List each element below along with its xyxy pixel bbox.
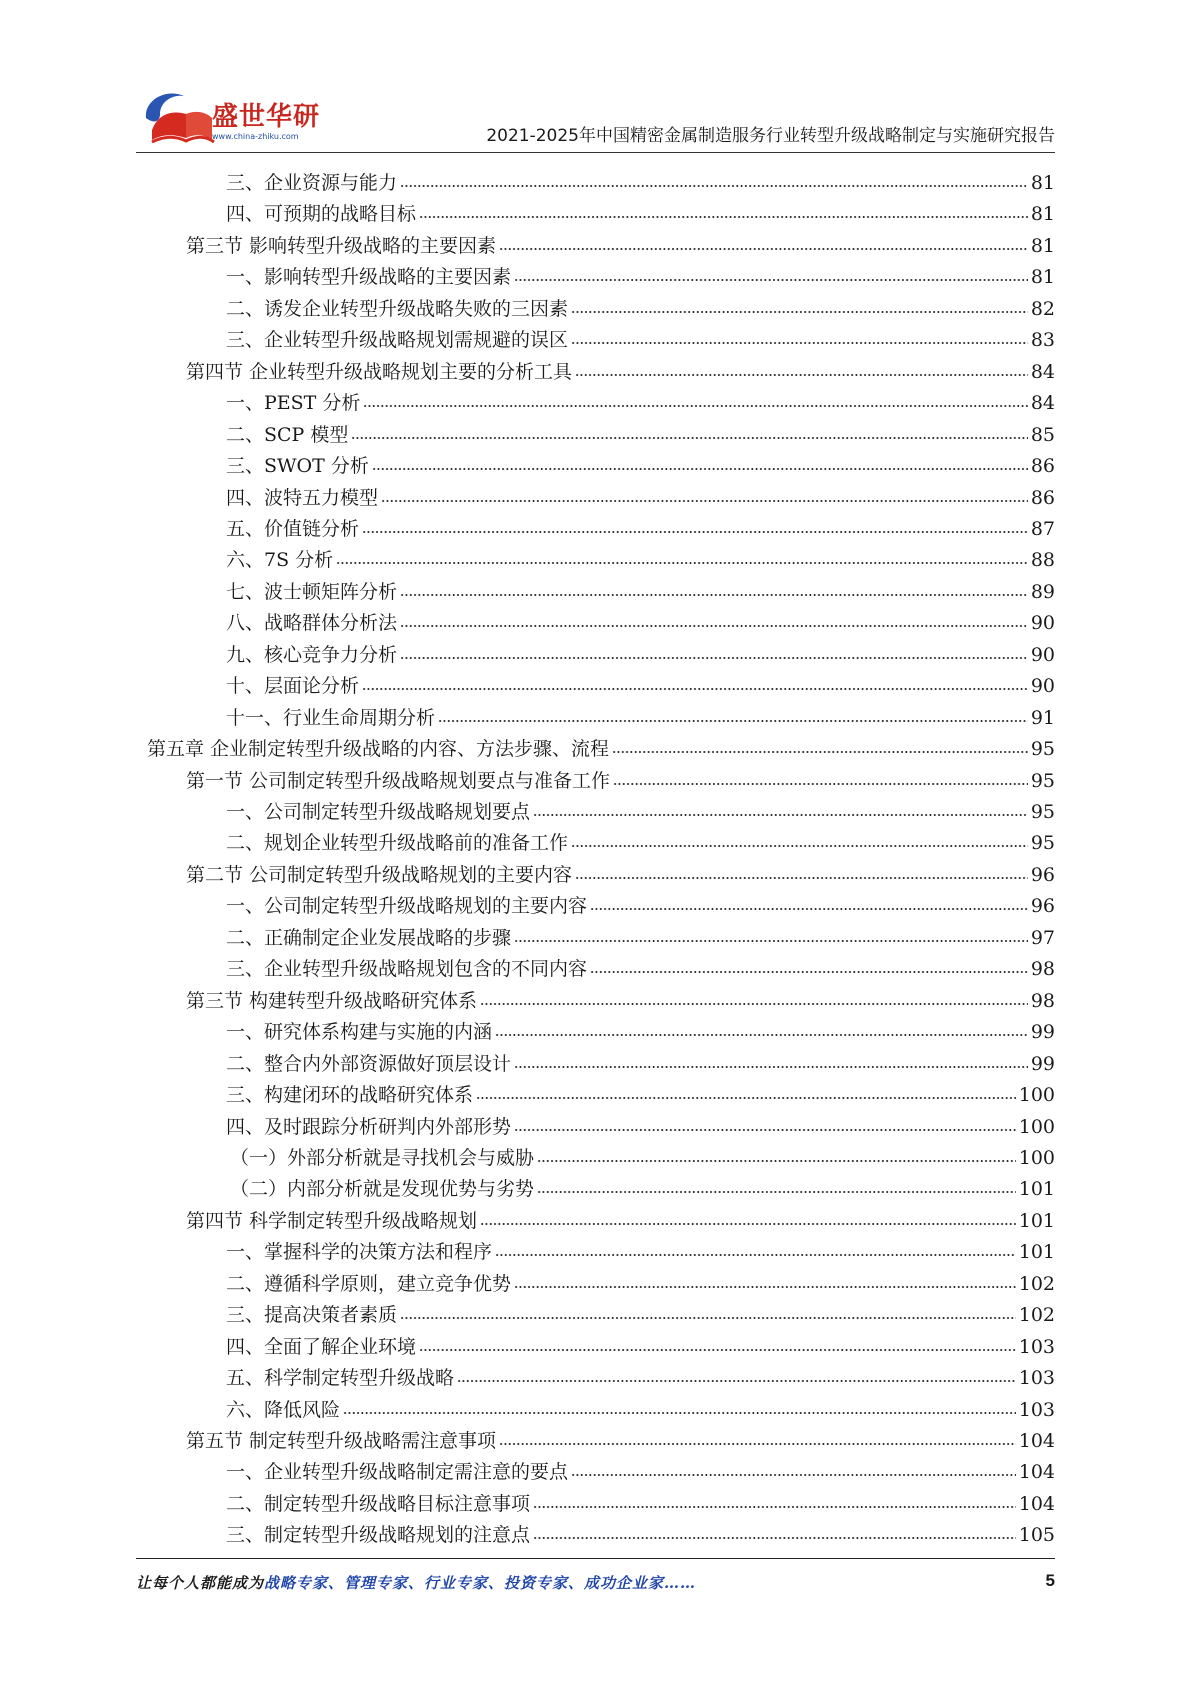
toc-entry-title: 第二节 公司制定转型升级战略规划的主要内容: [186, 863, 573, 886]
toc-dot-leader: [514, 277, 1028, 283]
toc-entry-title: 三、SWOT 分析: [226, 455, 369, 478]
toc-entry[interactable]: [226, 416, 1055, 447]
toc-entry[interactable]: [226, 1359, 1055, 1390]
toc-entry-page: 89: [1030, 580, 1055, 603]
toc-entry-title: 一、影响转型升级战略的主要因素: [226, 266, 512, 289]
header-divider: [136, 152, 1055, 153]
toc-entry[interactable]: [186, 1422, 1055, 1453]
toc-dot-leader: [533, 1535, 1016, 1541]
toc-dot-leader: [400, 623, 1028, 629]
toc-dot-leader: [533, 812, 1028, 818]
toc-entry-page: 83: [1030, 329, 1055, 352]
toc-entry-title: 一、研究体系构建与实施的内涵: [226, 1021, 493, 1044]
report-title: 2021-2025年中国精密金属制造服务行业转型升级战略制定与实施研究报告: [486, 126, 1055, 146]
toc-dot-leader: [457, 1378, 1016, 1384]
toc-entry-page: 81: [1030, 234, 1055, 257]
toc-entry-title: 第五章 企业制定转型升级战略的内容、方法步骤、流程: [147, 738, 610, 761]
toc-entry-page: 104: [1018, 1461, 1055, 1484]
toc-entry-page: 90: [1030, 612, 1055, 635]
toc-dot-leader: [533, 1504, 1016, 1510]
toc-entry[interactable]: [226, 950, 1055, 981]
toc-entry-page: 81: [1030, 172, 1055, 194]
toc-entry[interactable]: [226, 604, 1055, 635]
toc-entry[interactable]: [226, 1045, 1055, 1076]
toc-entry[interactable]: [226, 699, 1055, 730]
toc-entry[interactable]: [226, 321, 1055, 352]
toc-entry-title: 二、SCP 模型: [226, 423, 349, 446]
toc-dot-leader: [400, 183, 1028, 189]
toc-entry-title: 十一、行业生命周期分析: [226, 706, 436, 729]
toc-dot-leader: [575, 372, 1028, 378]
toc-entry-title: 四、全面了解企业环境: [226, 1335, 417, 1358]
toc-entry[interactable]: [226, 1516, 1055, 1547]
toc-entry[interactable]: [226, 1076, 1055, 1107]
page-header: [0, 0, 1191, 160]
toc-dot-leader: [419, 214, 1028, 220]
toc-entry-page: 101: [1018, 1241, 1055, 1264]
toc-dot-leader: [590, 906, 1028, 912]
toc-entry-title: 二、诱发企业转型升级战略失败的三因素: [226, 297, 569, 320]
toc-entry-page: 91: [1030, 706, 1055, 729]
toc-dot-leader: [480, 1221, 1016, 1227]
toc-entry-title: 二、遵循科学原则，建立竞争优势: [226, 1272, 512, 1295]
toc-dot-leader: [571, 340, 1028, 346]
toc-entry-title: 九、核心竞争力分析: [226, 643, 398, 666]
toc-entry[interactable]: [186, 762, 1055, 793]
toc-entry-title: 一、公司制定转型升级战略规划的主要内容: [226, 895, 588, 918]
toc-dot-leader: [612, 749, 1028, 755]
toc-entry-title: 一、PEST 分析: [226, 392, 361, 415]
toc-dot-leader: [495, 1252, 1016, 1258]
toc-entry-title: 八、战略群体分析法: [226, 612, 398, 635]
toc-entry-title: 三、企业资源与能力: [226, 172, 398, 194]
slogan-highlight: 战略专家、管理专家、行业专家、投资专家、成功企业家……: [264, 1574, 697, 1592]
logo-wordmark: 盛世华研: [212, 102, 321, 132]
toc-entry-title: 一、掌握科学的决策方法和程序: [226, 1241, 493, 1264]
toc-entry[interactable]: [186, 856, 1055, 887]
toc-entry-page: 90: [1030, 675, 1055, 698]
toc-entry-title: 第四节 企业转型升级战略规划主要的分析工具: [186, 360, 573, 383]
toc-entry-title: 第一节 公司制定转型升级战略规划要点与准备工作: [186, 769, 611, 792]
toc-entry-page: 103: [1018, 1335, 1055, 1358]
toc-entry-title: 六、降低风险: [226, 1398, 341, 1421]
toc-entry-title: 三、提高决策者素质: [226, 1304, 398, 1327]
toc-entry-page: 96: [1030, 863, 1055, 886]
toc-entry[interactable]: [226, 887, 1055, 918]
toc-entry[interactable]: [226, 1453, 1055, 1484]
toc-entry-page: 88: [1030, 549, 1055, 572]
toc-entry-title: 四、及时跟踪分析研判内外部形势: [226, 1115, 512, 1138]
toc-entry[interactable]: [226, 258, 1055, 289]
toc-entry-page: 85: [1030, 423, 1055, 446]
toc-entry-title: 一、企业转型升级战略制定需注意的要点: [226, 1461, 569, 1484]
toc-entry-page: 100: [1018, 1084, 1055, 1107]
toc-dot-leader: [419, 1347, 1016, 1353]
toc-dot-leader: [400, 655, 1028, 661]
toc-entry-page: 81: [1030, 266, 1055, 289]
toc-entry-page: 103: [1018, 1398, 1055, 1421]
toc-entry-title: 二、整合内外部资源做好顶层设计: [226, 1052, 512, 1075]
toc-dot-leader: [476, 1095, 1016, 1101]
toc-entry-title: 三、企业转型升级战略规划包含的不同内容: [226, 958, 588, 981]
toc-entry[interactable]: [226, 1265, 1055, 1296]
slogan-prefix: 让每个人都能成为: [136, 1574, 265, 1592]
toc-entry[interactable]: [226, 824, 1055, 855]
toc-entry-page: 95: [1030, 801, 1055, 823]
toc-entry-page: 84: [1030, 392, 1055, 415]
toc-dot-leader: [613, 781, 1028, 787]
toc-entry[interactable]: [226, 447, 1055, 478]
toc-entry-page: 86: [1030, 455, 1055, 478]
toc-entry-title: （一）外部分析就是寻找机会与威胁: [230, 1146, 535, 1169]
toc-entry[interactable]: [186, 982, 1055, 1013]
toc-dot-leader: [362, 529, 1028, 535]
toc-entry-title: 四、可预期的战略目标: [226, 203, 417, 226]
toc-entry[interactable]: [226, 164, 1055, 195]
toc-entry-page: 102: [1018, 1304, 1055, 1327]
toc-entry-title: 四、波特五力模型: [226, 486, 379, 509]
toc-entry-page: 104: [1018, 1492, 1055, 1515]
toc-entry[interactable]: [186, 227, 1055, 258]
footer-divider: [136, 1558, 1055, 1559]
toc-dot-leader: [571, 1472, 1016, 1478]
toc-entry-title: （二）内部分析就是发现优势与劣势: [230, 1178, 535, 1201]
toc-dot-leader: [381, 498, 1028, 504]
toc-entry-title: 七、波士顿矩阵分析: [226, 580, 398, 603]
toc-entry-page: 101: [1018, 1209, 1055, 1232]
toc-dot-leader: [571, 309, 1028, 315]
toc-dot-leader: [400, 592, 1028, 598]
toc-entry-page: 98: [1030, 989, 1055, 1012]
toc-entry[interactable]: [226, 573, 1055, 604]
toc-dot-leader: [480, 1001, 1028, 1007]
toc-entry[interactable]: [226, 541, 1055, 572]
toc-entry[interactable]: [230, 1139, 1055, 1170]
toc-entry-page: 95: [1030, 769, 1055, 792]
toc-entry-title: 第五节 制定转型升级战略需注意事项: [186, 1430, 497, 1452]
toc-dot-leader: [351, 435, 1027, 441]
toc-entry[interactable]: [226, 510, 1055, 541]
toc-dot-leader: [514, 938, 1028, 944]
toc-entry-page: 97: [1030, 926, 1055, 949]
toc-entry[interactable]: [226, 1391, 1055, 1422]
toc-entry[interactable]: [226, 1485, 1055, 1516]
toc-entry-page: 98: [1030, 958, 1055, 981]
toc-entry-page: 100: [1018, 1115, 1055, 1138]
page-number: 5: [1045, 1571, 1055, 1590]
toc-entry-page: 87: [1030, 517, 1055, 540]
toc-entry-page: 102: [1018, 1272, 1055, 1295]
toc-entry-page: 100: [1018, 1146, 1055, 1169]
toc-entry-page: 99: [1030, 1021, 1055, 1044]
logo-url: www.china-zhiku.com: [212, 132, 299, 141]
toc-entry-title: 第三节 影响转型升级战略的主要因素: [186, 234, 497, 257]
toc-entry[interactable]: [226, 1233, 1055, 1264]
toc-entry[interactable]: [147, 730, 1055, 761]
toc-dot-leader: [499, 1441, 1016, 1447]
toc-dot-leader: [336, 560, 1028, 566]
toc-dot-leader: [537, 1189, 1016, 1195]
toc-entry-title: 五、科学制定转型升级战略: [226, 1367, 455, 1390]
toc-entry-title: 五、价值链分析: [226, 517, 360, 540]
footer-slogan: [136, 1572, 696, 1593]
toc-entry[interactable]: [226, 919, 1055, 950]
toc-entry[interactable]: [226, 1013, 1055, 1044]
toc-entry-page: 105: [1018, 1524, 1055, 1547]
toc-entry-title: 二、制定转型升级战略目标注意事项: [226, 1492, 531, 1515]
toc-entry[interactable]: [186, 353, 1055, 384]
toc-dot-leader: [537, 1158, 1016, 1164]
toc-entry-page: 96: [1030, 895, 1055, 918]
toc-dot-leader: [499, 246, 1028, 252]
toc-entry-title: 三、制定转型升级战略规划的注意点: [226, 1524, 531, 1547]
toc-dot-leader: [514, 1064, 1028, 1070]
toc-entry-title: 十、层面论分析: [226, 675, 360, 698]
toc-entry-page: 81: [1030, 203, 1055, 226]
toc-entry-title: 三、构建闭环的战略研究体系: [226, 1084, 474, 1107]
toc-dot-leader: [495, 1032, 1028, 1038]
toc-entry-page: 86: [1030, 486, 1055, 509]
toc-entry[interactable]: [226, 793, 1055, 824]
toc-entry[interactable]: [226, 1296, 1055, 1327]
toc-dot-leader: [363, 403, 1027, 409]
toc-dot-leader: [575, 875, 1028, 881]
toc-entry-title: 三、企业转型升级战略规划需规避的误区: [226, 329, 569, 352]
toc-entry[interactable]: [226, 479, 1055, 510]
toc-dot-leader: [514, 1127, 1016, 1133]
toc-entry[interactable]: [226, 667, 1055, 698]
toc-entry[interactable]: [226, 1328, 1055, 1359]
toc-dot-leader: [400, 1315, 1016, 1321]
toc-dot-leader: [514, 1284, 1016, 1290]
toc-entry-title: 二、正确制定企业发展战略的步骤: [226, 926, 512, 949]
toc-entry-title: 一、公司制定转型升级战略规划要点: [226, 801, 531, 823]
toc-entry-page: 95: [1030, 832, 1055, 855]
toc-entry-page: 104: [1018, 1430, 1055, 1452]
toc-dot-leader: [362, 686, 1028, 692]
toc-entry-title: 第四节 科学制定转型升级战略规划: [186, 1209, 478, 1232]
toc-entry-page: 90: [1030, 643, 1055, 666]
toc-entry[interactable]: [226, 195, 1055, 226]
toc-entry[interactable]: [226, 1108, 1055, 1139]
toc-entry[interactable]: [226, 384, 1055, 415]
toc-entry-page: 103: [1018, 1367, 1055, 1390]
toc-entry[interactable]: [226, 636, 1055, 667]
toc-entry-title: 二、规划企业转型升级战略前的准备工作: [226, 832, 569, 855]
toc-entry-page: 99: [1030, 1052, 1055, 1075]
toc-entry[interactable]: [226, 290, 1055, 321]
toc-dot-leader: [372, 466, 1028, 472]
toc-entry-page: 82: [1030, 297, 1055, 320]
toc-dot-leader: [343, 1410, 1016, 1416]
toc-entry-page: 95: [1030, 738, 1055, 761]
toc-entry-page: 101: [1018, 1178, 1055, 1201]
toc-entry[interactable]: [186, 1202, 1055, 1233]
toc-entry[interactable]: [230, 1170, 1055, 1201]
toc-entry-title: 六、7S 分析: [226, 549, 334, 572]
toc-dot-leader: [438, 718, 1028, 724]
toc-entry-title: 第三节 构建转型升级战略研究体系: [186, 989, 478, 1012]
toc-dot-leader: [571, 843, 1028, 849]
toc-dot-leader: [590, 969, 1028, 975]
toc-entry-page: 84: [1030, 360, 1055, 383]
